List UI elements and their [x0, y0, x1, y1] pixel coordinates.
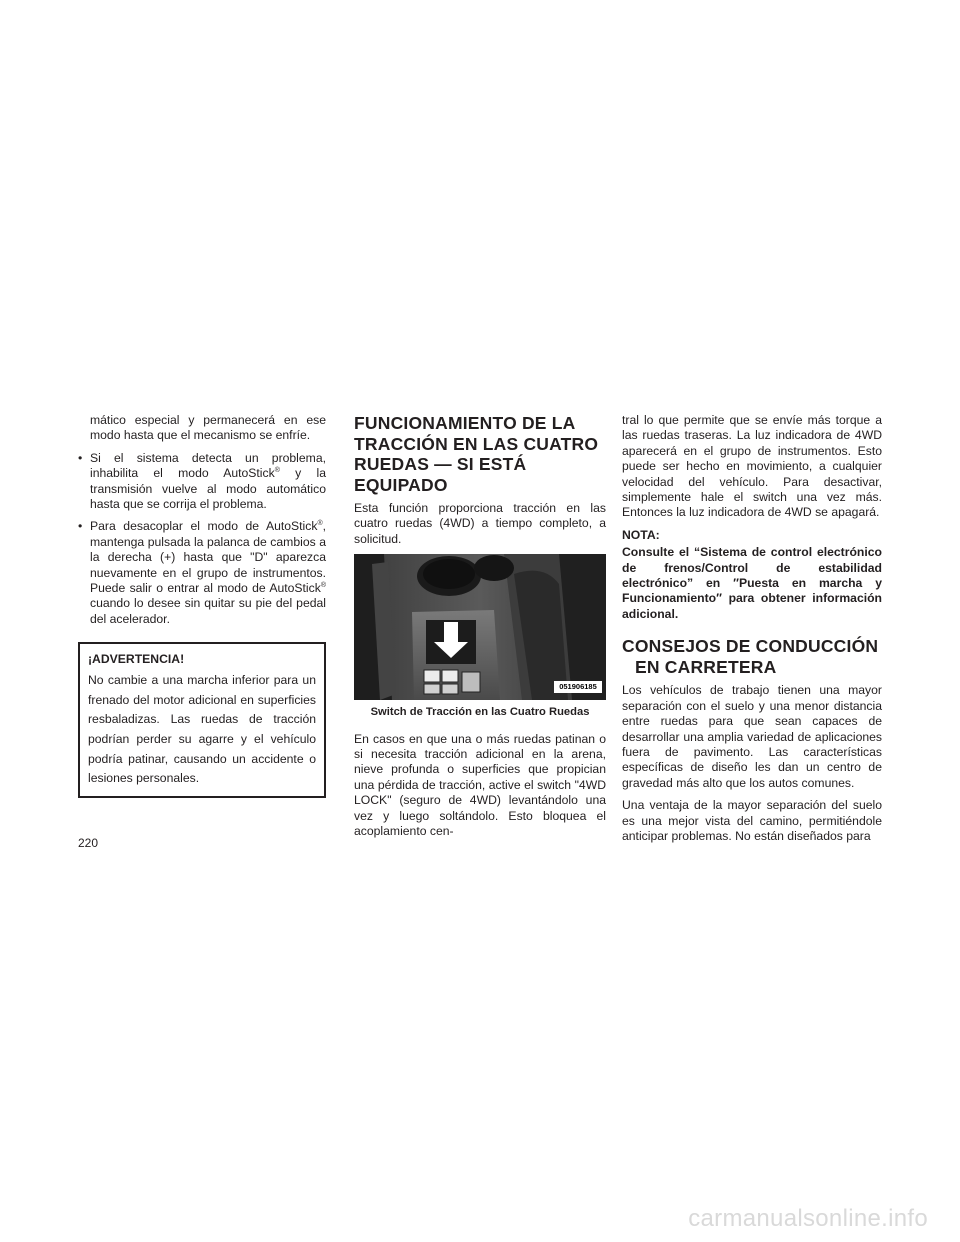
registered-mark: ®	[317, 520, 323, 528]
heading-line: FUNCIONAMIENTO DE LA	[354, 413, 576, 433]
bullet-text: cuando lo desee sin quitar su pie del pedal del acelerador.	[90, 596, 326, 626]
bullet-item-disengage	[78, 519, 326, 627]
heading-line: RUEDAS — SI ESTÁ	[354, 454, 527, 474]
watermark: carmanualsonline.info	[688, 1205, 928, 1232]
bullet-text: y la transmisión vuelve al modo automático hasta que se corrija el problema.	[90, 466, 326, 512]
page-number: 220	[78, 836, 99, 850]
heading-line: CONSEJOS DE CONDUCCIÓN	[622, 636, 879, 657]
section-heading-road-tips	[622, 636, 882, 677]
photo-caption: Switch de Tracción en las Cuatro Ruedas	[370, 706, 590, 719]
console-illustration	[354, 554, 606, 700]
middle-column	[354, 413, 606, 846]
note-text: Consulte el “Sistema de control electrónico de frenos/Control de estabilidad electrónico” en ″Puesta en marcha y Funcionamiento″ para obtener información adicional.	[622, 545, 882, 621]
continuation-paragraph: tral lo que permite que se envíe más torque a las ruedas traseras. La luz indicadora de 4WD aparecerá en el grupo de instrumentos. Esto puede ser hecho en movimiento, a cualquier velocidad del vehículo. Para desactivar, simplemente hale el switch una vez más. Entonces la luz indicadora de 4WD se apagará.	[622, 413, 882, 520]
warning-title: ¡ADVERTENCIA!	[88, 652, 185, 667]
registered-mark: ®	[320, 582, 326, 589]
continuation-paragraph: mático especial y permanecerá en ese modo hasta que el mecanismo se enfríe.	[90, 413, 326, 443]
note-label: NOTA:	[622, 527, 660, 542]
heading-line: EQUIPADO	[354, 474, 448, 495]
bullet-marker: •	[78, 519, 83, 534]
bullet-marker: •	[78, 450, 83, 465]
bullet-text: Si el sistema detecta un problema, inhabilita el modo AutoStick	[90, 450, 326, 481]
warning-box	[78, 642, 326, 798]
heading-line: TRACCIÓN EN LAS CUATRO	[354, 433, 599, 454]
body-paragraph: En casos en que una o más ruedas patinan o si necesita tracción adicional en la arena, nieve profunda o superficies que propician una pérdida de tracción, active el switch "4WD LOCK" (seguro de 4WD) levantándolo una vez y luego soltándolo. Esto bloquea el acoplamiento cen-	[354, 731, 606, 839]
bullet-text: , mantenga pulsada la palanca de cambios a la derecha (+) hasta que "D" aparezca nuevamente en el grupo de instrumentos. Puede salir o entrar al modo de AutoStick	[90, 519, 326, 596]
bullet-item-problem	[78, 451, 326, 513]
photo-code-label: 051906185	[559, 682, 597, 692]
4wd-switch-photo	[354, 554, 606, 700]
registered-mark: ®	[274, 467, 280, 475]
body-paragraph: Los vehículos de trabajo tienen una mayor separación con el suelo y una menor distancia entre ruedas para que sean capaces de desarrollar una amplia variedad de aplicaciones fuera de pavimento. Las características específicas de diseño les dan un centro de gravedad más alto que los autos comunes.	[622, 683, 882, 790]
warning-text: No cambie a una marcha inferior para un frenado del motor adicional en superficies resbaladizas. Las ruedas de tracción podrían perder su agarre y el vehículo podría patinar, causando un accidente o lesiones personales.	[88, 673, 316, 786]
left-column	[78, 413, 326, 798]
section-heading-4wd	[354, 413, 606, 495]
bullet-text: Para desacoplar el modo de AutoStick	[90, 519, 318, 534]
right-column	[622, 413, 882, 851]
heading-line: EN CARRETERA	[635, 656, 777, 677]
body-paragraph: Una ventaja de la mayor separación del suelo es una mejor vista del camino, permitiéndole anticipar problemas. No están diseñados para	[622, 798, 882, 843]
intro-paragraph: Esta función proporciona tracción en las cuatro ruedas (4WD) a tiempo completo, a solicitud.	[354, 501, 606, 546]
